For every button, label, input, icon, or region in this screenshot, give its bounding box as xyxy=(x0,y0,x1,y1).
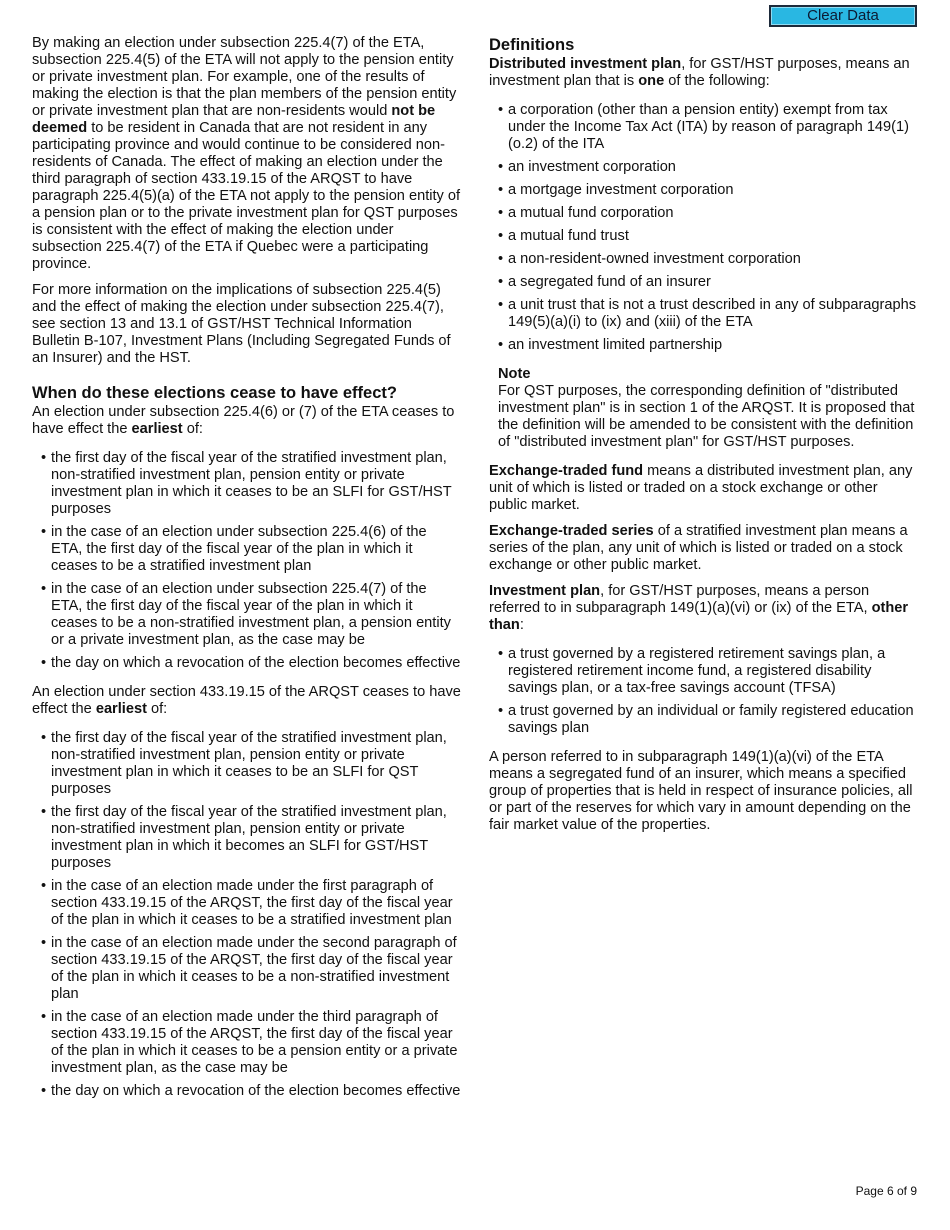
list-item: • an investment corporation xyxy=(498,159,919,176)
page-number: Page 6 of 9 xyxy=(855,1184,917,1198)
cease-effect-heading: When do these elections cease to have effect? xyxy=(32,384,397,402)
investment-plan-definition: Investment plan, for GST/HST purposes, means a person referred to in subparagraph 149(1)(a)(vi) or (ix) of the ETA, other than: xyxy=(489,583,909,633)
exchange-traded-series-definition: Exchange-traded series of a stratified investment plan means a series of the plan, any unit of which is listed or traded on a stock exchange or other public market. xyxy=(489,523,908,573)
qst-note xyxy=(498,366,919,451)
list-item: • a corporation (other than a pension entity) exempt from tax under the Income Tax Act (ITA) by reason of paragraph 149(1)(o.2) of the ITA xyxy=(498,102,919,153)
list-item: • in the case of an election made under the third paragraph of section 433.19.15 of the ARQST, the first day of the fiscal year of the plan in which it ceases to be a pension entity or a private investment plan, as the case may be xyxy=(41,1009,462,1077)
list-item: • a mutual fund corporation xyxy=(498,205,919,222)
distributed-investment-plan-definition: Distributed investment plan, for GST/HST purposes, means an investment plan that is one of the following: xyxy=(489,56,910,89)
exchange-traded-fund-definition: Exchange-traded fund means a distributed investment plan, any unit of which is listed or traded on a stock exchange or other public market. xyxy=(489,463,913,513)
list-item: • a trust governed by an individual or family registered education savings plan xyxy=(498,703,919,737)
more-information-paragraph: For more information on the implications of subsection 225.4(5) and the effect of making the election under subsection 225.4(7), see section 13 and 13.1 of GST/HST Technical Information Bulletin B-107, Investment Plans (Including Segregated Funds of an Insurer) and the HST. xyxy=(32,282,451,366)
distributed-investment-plan-list xyxy=(498,102,919,354)
note-text: For QST purposes, the corresponding definition of "distributed investment plan" is in section 1 of the ARQST. It is proposed that the definition will be amended to be consistent with the definition of "distributed investment plan" for GST/HST purposes. xyxy=(498,383,915,450)
election-effect-paragraph: By making an election under subsection 225.4(7) of the ETA, subsection 225.4(5) of the ETA will not apply to the pension entity or private investment plan. For example, one of the results of making the election is that the plan members of the pension entity or private investment plan that are non-residents would not be deemed to be resident in Canada that are not resident in any participating province and would continue to be considered non-residents of Canada. The effect of making an election under the third paragraph of section 433.19.15 of the ARQST to have paragraph 225.4(5)(a) of the ETA not apply to the pension entity of a pension plan or to the private investment plan for QST purposes is consistent with the effect of making the election under subsection 225.4(7) of the ETA if Quebec were a participating province. xyxy=(32,35,461,272)
clear-data-button[interactable]: Clear Data xyxy=(769,5,917,27)
definitions-heading: Definitions xyxy=(489,36,575,54)
note-title: Note xyxy=(498,366,531,382)
list-item: • a trust governed by a registered retirement savings plan, a registered retirement income fund, a registered disability savings plan, or a tax-free savings account (TFSA) xyxy=(498,646,919,697)
eta-cease-list xyxy=(41,450,462,672)
list-item: • a mutual fund trust xyxy=(498,228,919,245)
list-item: • the day on which a revocation of the election becomes effective xyxy=(41,655,462,672)
arqst-cease-list xyxy=(41,730,462,1100)
arqst-election-intro: An election under section 433.19.15 of the ARQST ceases to have effect the earliest of: xyxy=(32,684,461,717)
segregated-fund-paragraph: A person referred to in subparagraph 149(1)(a)(vi) of the ETA means a segregated fund of an insurer, which means a specified group of properties that is held in respect of insurance policies, all or part of the reserves for which vary in amount depending on the fair market value of the properties. xyxy=(489,749,913,833)
list-item: • in the case of an election under subsection 225.4(7) of the ETA, the first day of the fiscal year of the plan in which it ceases to be a non-stratified investment plan, a pension entity or a private investment plan, as the case may be xyxy=(41,581,462,649)
list-item: • a mortgage investment corporation xyxy=(498,182,919,199)
list-item: • the first day of the fiscal year of the stratified investment plan, non-stratified investment plan, pension entity or private investment plan in which it becomes an SLFI for GST/HST purposes xyxy=(41,804,462,872)
list-item: • in the case of an election made under the second paragraph of section 433.19.15 of the ARQST, the first day of the fiscal year of the plan in which it ceases to be a non-stratified investment plan xyxy=(41,935,462,1003)
left-column xyxy=(32,35,462,1112)
list-item: • a segregated fund of an insurer xyxy=(498,274,919,291)
list-item: • a unit trust that is not a trust described in any of subparagraphs 149(5)(a)(i) to (ix) and (xiii) of the ETA xyxy=(498,297,919,331)
list-item: • a non-resident-owned investment corporation xyxy=(498,251,919,268)
list-item: • an investment limited partnership xyxy=(498,337,919,354)
list-item: • the day on which a revocation of the election becomes effective xyxy=(41,1083,462,1100)
list-item: • the first day of the fiscal year of the stratified investment plan, non-stratified investment plan, pension entity or private investment plan in which it ceases to be an SLFI for QST purposes xyxy=(41,730,462,798)
list-item: • in the case of an election made under the first paragraph of section 433.19.15 of the ARQST, the first day of the fiscal year of the plan in which it ceases to be a stratified investment plan xyxy=(41,878,462,929)
list-item: • the first day of the fiscal year of the stratified investment plan, non-stratified investment plan, pension entity or private investment plan in which it ceases to be an SLFI for GST/HST purposes xyxy=(41,450,462,518)
right-column xyxy=(489,35,919,834)
list-item: • in the case of an election under subsection 225.4(6) of the ETA, the first day of the fiscal year of the plan in which it ceases to be a stratified investment plan xyxy=(41,524,462,575)
eta-election-intro: An election under subsection 225.4(6) or (7) of the ETA ceases to have effect the earliest of: xyxy=(32,404,455,437)
investment-plan-exclusions-list xyxy=(498,646,919,737)
